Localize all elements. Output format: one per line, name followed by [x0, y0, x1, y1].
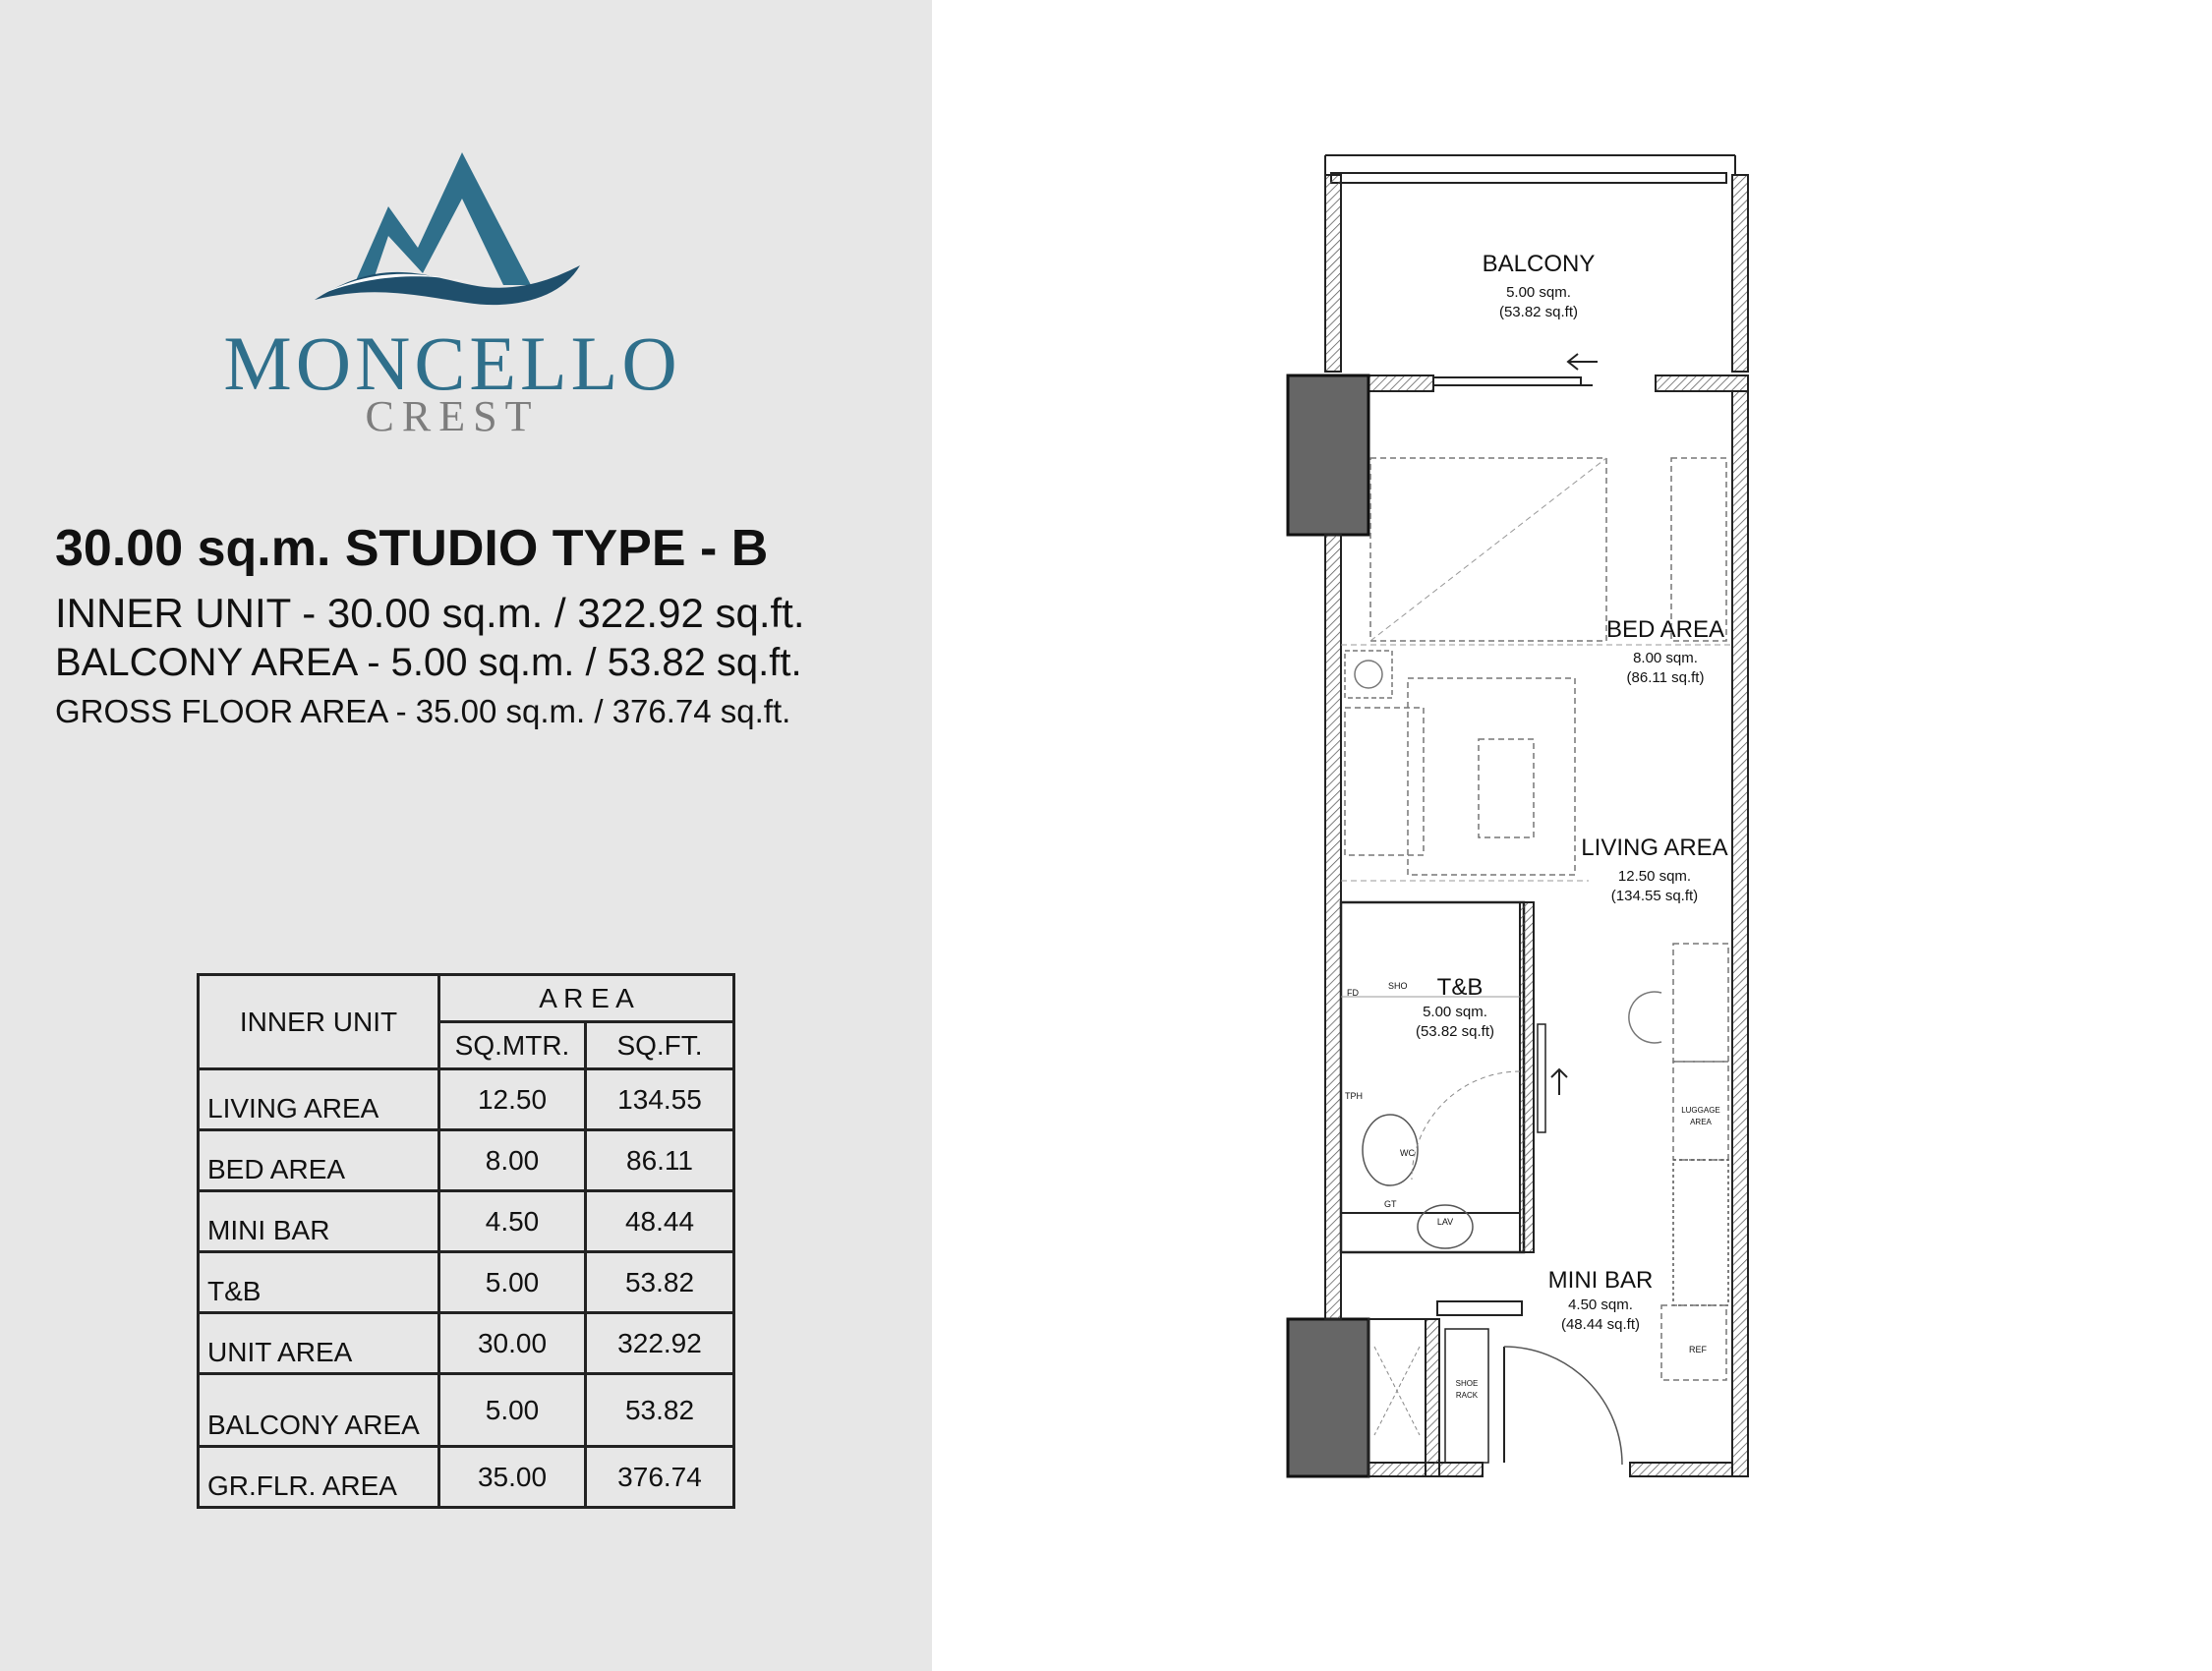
column-top — [1288, 375, 1368, 535]
area-table — [197, 973, 735, 1509]
balcony-label: BALCONY — [1482, 251, 1596, 277]
row-sqft: 134.55 — [586, 1069, 734, 1130]
table-row — [199, 1069, 734, 1130]
row-sqft: 322.92 — [586, 1313, 734, 1374]
lav-label: LAV — [1436, 1217, 1454, 1227]
bathroom-door-swing — [1412, 1071, 1520, 1180]
tb-sqft: (53.82 sq.ft) — [1415, 1023, 1495, 1040]
table-row — [199, 1130, 734, 1191]
table-row — [199, 1191, 734, 1252]
mini-bar-label: MINI BAR — [1547, 1267, 1654, 1294]
bed-area-sqft: (86.11 sq.ft) — [1626, 669, 1705, 686]
gross-floor-area-line: GROSS FLOOR AREA - 35.00 sq.m. / 376.74 sq.ft. — [55, 693, 791, 729]
row-sqm: 5.00 — [439, 1252, 586, 1313]
tb-sqm: 5.00 sqm. — [1423, 1004, 1487, 1020]
sliding-door — [1433, 377, 1581, 385]
row-sqft: 376.74 — [586, 1447, 734, 1508]
sho-label: SHO — [1388, 981, 1408, 991]
table-row — [199, 1313, 734, 1374]
living-area-label: LIVING AREA — [1581, 835, 1728, 861]
arrow-left-icon — [1568, 354, 1598, 370]
gt-label: GT — [1384, 1199, 1397, 1209]
inner-unit-line: INNER UNIT - 30.00 sq.m. / 322.92 sq.ft. — [55, 590, 805, 636]
bar-stool — [1629, 992, 1661, 1043]
brand-logo — [216, 138, 688, 452]
refrigerator — [1661, 1305, 1726, 1380]
row-label: GR.FLR. AREA — [199, 1447, 439, 1508]
living-area-sqm: 12.50 sqm. — [1617, 868, 1692, 885]
wc-label: WC — [1400, 1148, 1415, 1158]
bed-area-label: BED AREA — [1605, 616, 1725, 643]
left-panel — [0, 0, 932, 1671]
row-sqm: 5.00 — [439, 1374, 586, 1447]
balcony-left-wall — [1325, 175, 1341, 372]
table-col-sqm: SQ.MTR. — [439, 1022, 586, 1069]
entrance-door-swing — [1504, 1347, 1622, 1465]
table-row — [199, 1447, 734, 1508]
row-sqm: 8.00 — [439, 1130, 586, 1191]
balcony-area-line: BALCONY AREA - 5.00 sq.m. / 53.82 sq.ft. — [55, 641, 802, 684]
row-label: UNIT AREA — [199, 1313, 439, 1374]
arrow-up-icon — [1551, 1069, 1567, 1095]
row-label: BED AREA — [199, 1130, 439, 1191]
bed-area-sqm: 8.00 sqm. — [1633, 650, 1698, 666]
row-sqft: 53.82 — [586, 1252, 734, 1313]
tph-label: TPH — [1345, 1091, 1363, 1101]
table-row — [199, 1374, 734, 1447]
row-label: BALCONY AREA — [199, 1374, 439, 1447]
fd-label: FD — [1347, 988, 1359, 998]
coffee-table — [1479, 739, 1534, 837]
sofa — [1345, 708, 1424, 855]
living-area-sqft: (134.55 sq.ft) — [1610, 888, 1699, 904]
column-bottom — [1288, 1319, 1368, 1476]
left-wall — [1325, 535, 1341, 1319]
luggage-area-label: AREA — [1690, 1118, 1712, 1126]
row-sqft: 48.44 — [586, 1191, 734, 1252]
row-label: LIVING AREA — [199, 1069, 439, 1130]
kitchen-counter — [1673, 1160, 1728, 1305]
balcony-right-wall — [1732, 175, 1748, 372]
row-label: MINI BAR — [199, 1191, 439, 1252]
mini-bar-sqft: (48.44 sq.ft) — [1560, 1316, 1641, 1333]
row-label: T&B — [199, 1252, 439, 1313]
right-wall — [1732, 391, 1748, 1476]
tb-label: T&B — [1436, 974, 1484, 1001]
balcony-sqft: (53.82 sq.ft) — [1498, 304, 1579, 320]
row-sqft: 86.11 — [586, 1130, 734, 1191]
table-col-sqft: SQ.FT. — [586, 1022, 734, 1069]
toilet-and-bath — [1341, 902, 1524, 1252]
rack-label: RACK — [1455, 1391, 1479, 1400]
unit-title: 30.00 sq.m. STUDIO TYPE - B — [55, 520, 769, 577]
luggage-label: LUGGAGE — [1681, 1106, 1720, 1115]
balcony-sqm: 5.00 sqm. — [1506, 284, 1571, 301]
row-sqft: 53.82 — [586, 1374, 734, 1447]
row-sqm: 30.00 — [439, 1313, 586, 1374]
floor-plan — [1268, 128, 1779, 1524]
table-group-header: A R E A — [439, 975, 734, 1022]
table-corner-label: INNER UNIT — [199, 975, 439, 1069]
table-row — [199, 1252, 734, 1313]
mini-bar-sqm: 4.50 sqm. — [1568, 1296, 1633, 1313]
ref-label: REF — [1689, 1345, 1707, 1354]
lavatory — [1418, 1205, 1473, 1248]
mountain-wave-logo-icon — [216, 138, 688, 315]
brand-name: MONCELLO — [223, 320, 681, 406]
row-sqm: 12.50 — [439, 1069, 586, 1130]
row-sqm: 35.00 — [439, 1447, 586, 1508]
row-sqm: 4.50 — [439, 1191, 586, 1252]
brand-subtitle: CREST — [365, 392, 540, 440]
shoe-label: SHOE — [1455, 1379, 1479, 1388]
